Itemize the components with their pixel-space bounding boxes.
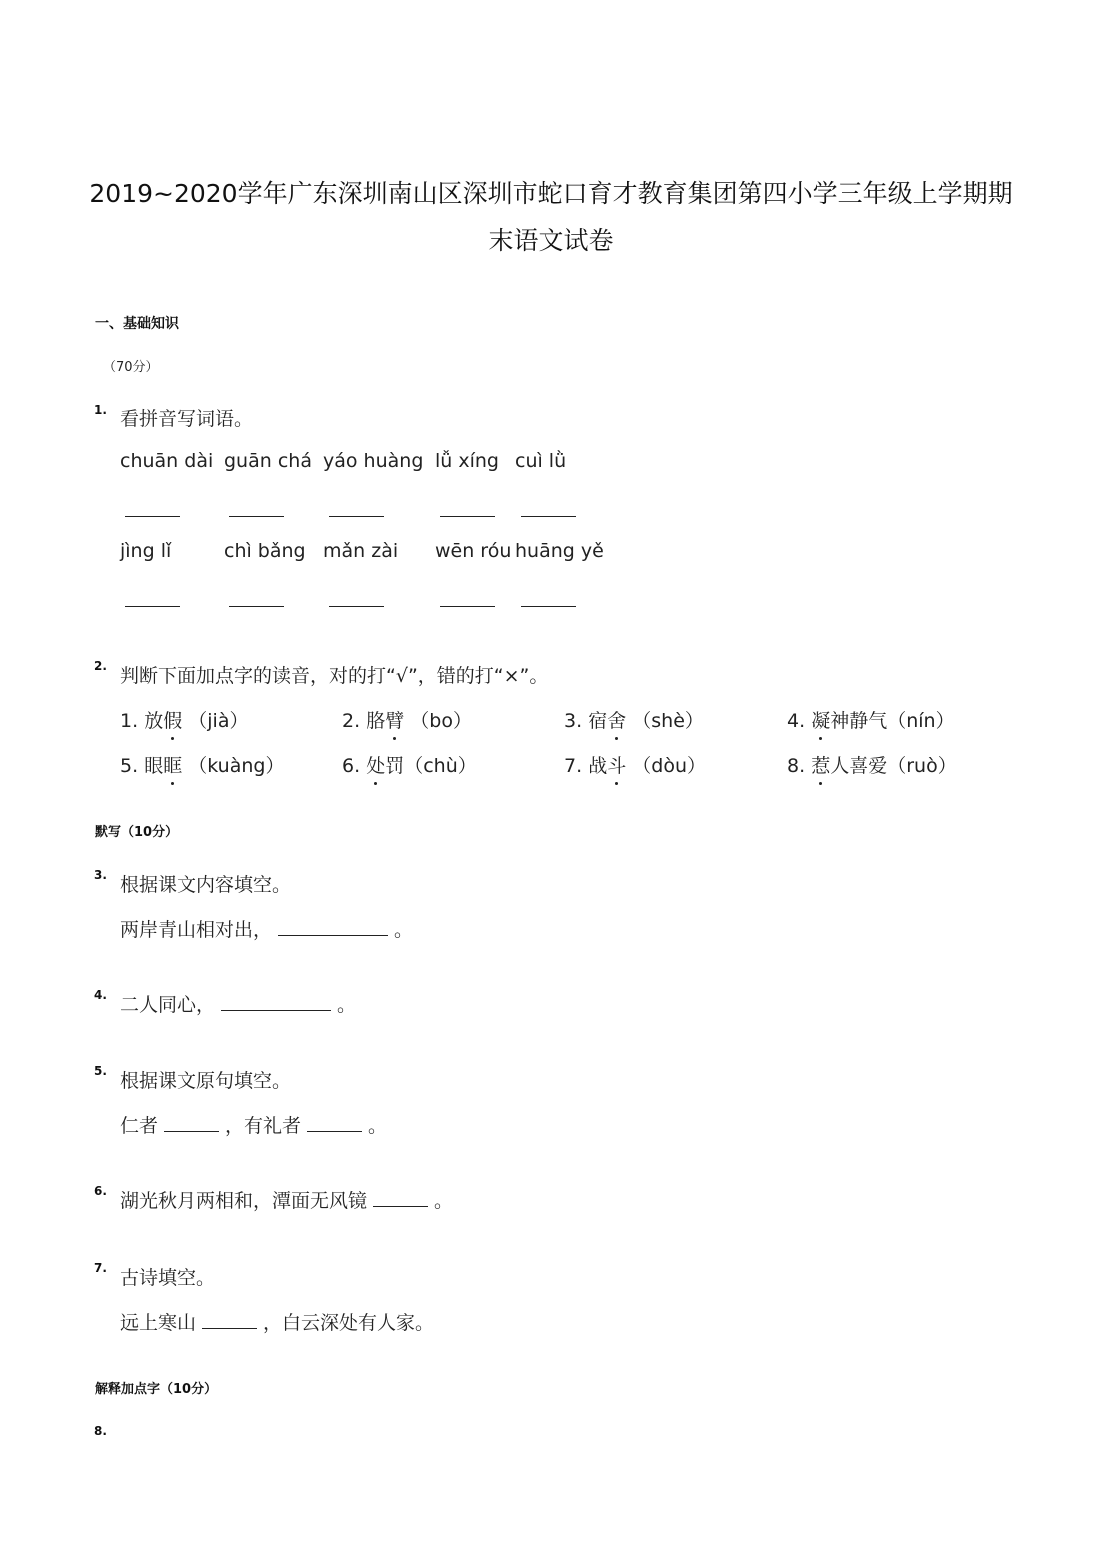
question-5-number: 5.: [94, 1064, 107, 1078]
section-basic-knowledge-score: （70分）: [103, 360, 159, 375]
question-3-line: 两岸青山相对出， 。: [120, 919, 414, 941]
answer-blank[interactable]: [125, 516, 180, 517]
question-8-number: 8.: [94, 1424, 107, 1438]
dotted-char: 臂: [385, 706, 404, 733]
dotted-char: 凝: [811, 706, 830, 733]
question-5-prompt: 根据课文原句填空。: [120, 1070, 292, 1092]
question-3-prompt: 根据课文内容填空。: [120, 874, 292, 896]
answer-blank[interactable]: [221, 1009, 331, 1011]
answer-blank[interactable]: [164, 1130, 219, 1132]
pinyin-1-2: guān chá: [224, 450, 312, 472]
section-dictation-heading: 默写（10分）: [95, 825, 179, 840]
reading-item: 2. 胳臂 （bo）: [342, 706, 472, 733]
question-6-line: 湖光秋月两相和，潭面无风镜 。: [120, 1190, 454, 1212]
pinyin-1-5: cuì lǜ: [515, 450, 567, 472]
page-title-line-1: 2019~2020学年广东深圳南山区深圳市蛇口育才教育集团第四小学三年级上学期期: [89, 179, 1013, 208]
pinyin-2-1: jìng lǐ: [120, 540, 172, 562]
question-2-prompt: 判断下面加点字的读音，对的打“√”，错的打“×”。: [120, 665, 549, 687]
question-6-number: 6.: [94, 1184, 107, 1198]
reading-item: 1. 放假 （jià）: [120, 706, 248, 733]
answer-blank[interactable]: [440, 516, 495, 517]
question-7-prompt: 古诗填空。: [120, 1267, 216, 1289]
dotted-char: 惹: [811, 751, 830, 778]
pinyin-2-3: mǎn zài: [323, 540, 399, 562]
pinyin-2-4: wēn róu: [435, 540, 512, 562]
dotted-char: 舍: [607, 706, 626, 733]
answer-blank[interactable]: [521, 516, 576, 517]
answer-blank[interactable]: [329, 606, 384, 607]
dotted-char: 假: [163, 706, 182, 733]
question-1-number: 1.: [94, 403, 107, 417]
section-basic-knowledge-heading: 一、基础知识: [95, 316, 179, 332]
reading-item: 4. 凝神静气（nín）: [787, 706, 955, 733]
answer-blank[interactable]: [440, 606, 495, 607]
dotted-char: 处: [366, 751, 385, 778]
answer-blank[interactable]: [329, 516, 384, 517]
question-5-line: 仁者 ，有礼者 。: [120, 1115, 388, 1137]
question-1-prompt: 看拼音写词语。: [120, 408, 254, 430]
reading-item: 5. 眼眶 （kuàng）: [120, 751, 284, 778]
question-2-number: 2.: [94, 659, 107, 673]
answer-blank[interactable]: [229, 606, 284, 607]
pinyin-1-1: chuān dài: [120, 450, 214, 472]
pinyin-2-2: chì bǎng: [224, 540, 306, 562]
reading-item: 6. 处罚（chù）: [342, 751, 477, 778]
dotted-char: 斗: [607, 751, 626, 778]
answer-blank[interactable]: [307, 1130, 362, 1132]
question-4-number: 4.: [94, 988, 107, 1002]
answer-blank[interactable]: [229, 516, 284, 517]
pinyin-2-5: huāng yě: [515, 540, 604, 562]
question-7-line: 远上寒山 ，白云深处有人家。: [120, 1312, 435, 1334]
answer-blank[interactable]: [373, 1205, 428, 1207]
pinyin-1-3: yáo huàng: [323, 450, 424, 472]
answer-blank[interactable]: [202, 1327, 257, 1329]
answer-blank[interactable]: [125, 606, 180, 607]
section-explain-dotted-heading: 解释加点字（10分）: [95, 1382, 218, 1397]
question-3-number: 3.: [94, 868, 107, 882]
page-title-line-2: 末语文试卷: [488, 226, 614, 255]
dotted-char: 眶: [163, 751, 182, 778]
reading-item: 7. 战斗 （dòu）: [564, 751, 706, 778]
question-4-line: 二人同心， 。: [120, 994, 357, 1016]
answer-blank[interactable]: [521, 606, 576, 607]
pinyin-1-4: lǚ xíng: [435, 450, 499, 472]
reading-item: 3. 宿舍 （shè）: [564, 706, 704, 733]
question-7-number: 7.: [94, 1261, 107, 1275]
reading-item: 8. 惹人喜爱（ruò）: [787, 751, 957, 778]
answer-blank[interactable]: [278, 934, 388, 936]
